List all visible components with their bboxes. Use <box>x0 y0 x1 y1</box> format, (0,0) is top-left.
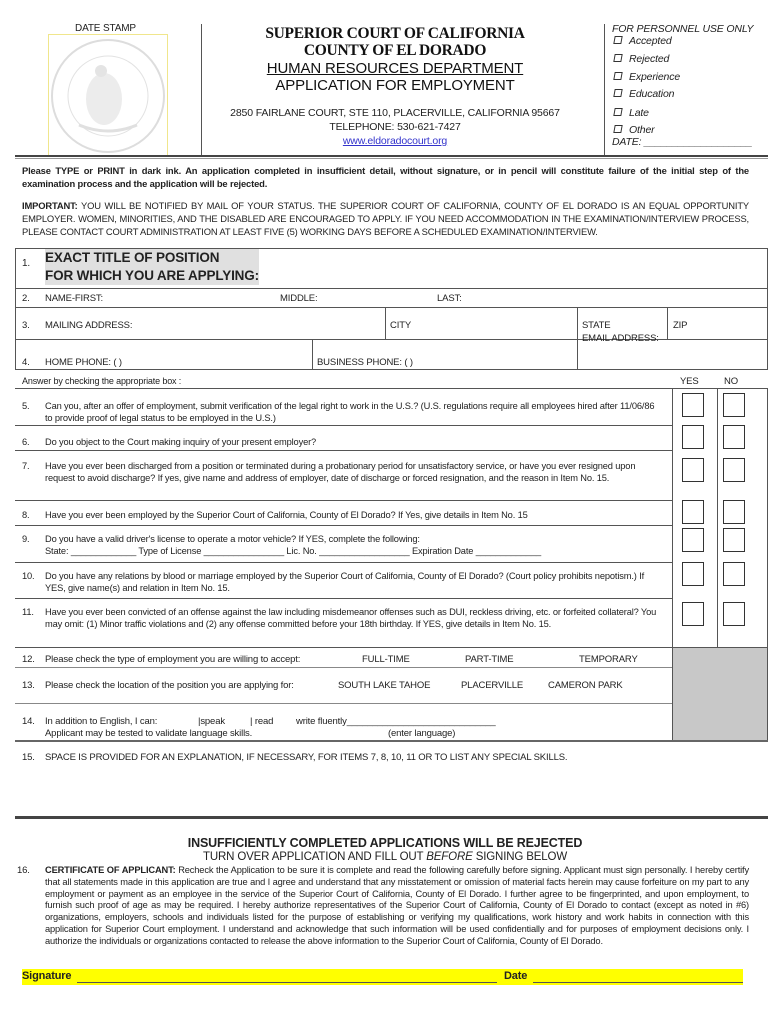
name-middle-field[interactable]: MIDDLE: <box>280 293 318 304</box>
personnel-experience[interactable] <box>614 71 680 83</box>
q8-no-checkbox[interactable] <box>723 500 745 524</box>
question-8 <box>22 509 662 521</box>
question-5 <box>22 400 662 424</box>
option-speak[interactable]: |speak <box>198 716 225 727</box>
signature-label: Signature <box>22 970 72 982</box>
q11-no-checkbox[interactable] <box>723 602 745 626</box>
label: Rejected <box>629 53 670 65</box>
personnel-education[interactable] <box>614 88 674 100</box>
personnel-date[interactable]: DATE: ___________________ <box>612 136 753 148</box>
turn-over-notice <box>0 851 770 863</box>
q16-number: 16. <box>17 865 30 876</box>
type-notice: Please TYPE or PRINT in dark ink. An application completed in insufficient detail, without signature, or in pencil will constitute failure of the initial step of the examination process and the application will be rejected. <box>22 165 749 189</box>
option-south-lake-tahoe[interactable]: SOUTH LAKE TAHOE <box>338 680 431 691</box>
q-text: Do you have a valid driver's license to operate a motor vehicle? If YES, complete the following: <box>45 534 420 544</box>
certificate-body: Recheck the Application to be sure it is complete and read the following carefully before signing. Applicant must sign personally. I hereby certify that all statements made in this application are true and I agree and understand that any misstatement or omission of material facts herein may cause forfeiture on my part to any employment or payment as an employee in the service of the Superior Court of California, County of El Dorado. I further agree to be fingerprinted, and upon employment, to furnish such proof of age as may be required. I hereby authorize representatives of the Superior Court of California, County of El Dorado to contact (except as noted in #6) organizations, employers, schools and individuals listed for the purpose of establishing or verifying my qualifications, work history and work habits in connection with this application for Superior Court employment. I understand and acknowledge that such information will be used confidentially and for purposes of employment decisions only. I authorize the individuals or organizations contacted to release the above information to the Superior Court of California, County of El Dorado. <box>45 865 749 946</box>
department-name: HUMAN RESOURCES DEPARTMENT <box>266 60 524 77</box>
q-text: Do you have any relations by blood or marriage employed by the Superior Court of California, County of El Dorado? (Court policy prohibits nepotism.) If YES, give name(s) and relation in Item No. 15. <box>45 571 645 593</box>
court-seal-icon <box>49 37 167 155</box>
mailing-address-field[interactable]: MAILING ADDRESS: <box>45 320 133 331</box>
q5-no-checkbox[interactable] <box>723 393 745 417</box>
q6-yes-checkbox[interactable] <box>682 425 704 449</box>
form-title: APPLICATION FOR EMPLOYMENT <box>275 77 515 94</box>
signature-field[interactable] <box>22 969 503 985</box>
q-number: 7. <box>22 461 30 471</box>
q-text: Have you ever been employed by the Superior Court of California, County of El Dorado? If Yes, give details in Item No. 15 <box>45 510 528 520</box>
city-field[interactable]: CITY <box>390 320 412 331</box>
q-text: Can you, after an offer of employment, submit verification of the legal right to work in the U.S.? (U.S. regulations require all employees hired after 11/06/86 to provide proof of legal status to be employed in the U.S.) <box>45 401 655 423</box>
address: 2850 FAIRLANE COURT, STE 110, PLACERVILLE, CALIFORNIA 95667 <box>230 107 560 119</box>
date-stamp-label: DATE STAMP <box>75 23 136 34</box>
yes-header: YES <box>680 376 699 387</box>
date-label: Date <box>504 970 528 982</box>
no-header: NO <box>724 376 738 387</box>
personnel-use-title: FOR PERSONNEL USE ONLY <box>612 23 754 35</box>
rejection-warning: INSUFFICIENTLY COMPLETED APPLICATIONS WILL BE REJECTED <box>187 836 583 850</box>
signature-line <box>77 982 497 983</box>
zip-field[interactable]: ZIP <box>673 320 688 331</box>
q7-yes-checkbox[interactable] <box>682 458 704 482</box>
text: SIGNING BELOW <box>472 851 568 863</box>
date-stamp-area <box>48 34 168 156</box>
checkbox-icon <box>613 125 622 133</box>
certificate-label: CERTIFICATE OF APPLICANT: <box>45 865 176 875</box>
q12-number: 12. <box>22 654 35 665</box>
q1-title[interactable] <box>45 249 259 285</box>
q15-number: 15. <box>22 752 35 763</box>
q14-note: Applicant may be tested to validate language skills. <box>45 728 253 739</box>
certificate-text <box>45 865 749 948</box>
q13-number: 13. <box>22 680 35 691</box>
important-text: YOU WILL BE NOTIFIED BY MAIL OF YOUR STATUS. THE SUPERIOR COURT OF CALIFORNIA, COUNTY OF EL DORADO IS AN EQUAL OPPORTUNITY EMPLOYER. WOMEN, MINORITIES, AND THE DISABLED ARE ENCOURAGED TO APPLY. IF YOU NEED ACCOMMODATION IN THE EXAMINATION/INTERVIEW PROCESS, PLEASE CONTACT COURT ADMINISTRATION AT LEAST FIVE (5) WORKING DAYS BEFORE A SCHEDULED EXAMINATION/INTERVIEW. <box>22 200 749 237</box>
name-first-field[interactable]: NAME-FIRST: <box>45 293 103 304</box>
q-number: 8. <box>22 510 30 520</box>
question-11 <box>22 606 662 630</box>
label: Accepted <box>629 35 672 47</box>
question-7 <box>22 460 662 484</box>
option-temporary[interactable]: TEMPORARY <box>579 654 638 665</box>
q10-no-checkbox[interactable] <box>723 562 745 586</box>
county-name: COUNTY OF EL DORADO <box>303 42 487 59</box>
q-text: Do you object to the Court making inquiry of your present employer? <box>45 437 317 447</box>
telephone: TELEPHONE: 530-621-7427 <box>329 121 461 133</box>
q-number: 9. <box>22 534 30 544</box>
q-number: 6. <box>22 437 30 447</box>
q8-yes-checkbox[interactable] <box>682 500 704 524</box>
q11-yes-checkbox[interactable] <box>682 602 704 626</box>
question-10 <box>22 570 662 594</box>
q1-number: 1. <box>22 258 31 269</box>
checkbox-icon <box>613 72 622 80</box>
emphasis: BEFORE <box>426 851 473 863</box>
personnel-late[interactable] <box>614 107 649 119</box>
q-text: Have you ever been discharged from a position or terminated during a probationary period for unsatisfactory service, or have you ever resigned upon request to avoid discharge? If yes, give name and address of employer, date of discharge or forced resignation, and the reason in Item No. 15. <box>45 461 636 483</box>
q3-number: 3. <box>22 320 30 331</box>
question-9 <box>22 533 662 557</box>
label: Late <box>629 107 649 119</box>
q14-text: In addition to English, I can: <box>45 716 158 727</box>
home-phone-field[interactable]: HOME PHONE: ( ) <box>45 357 122 368</box>
label: read <box>254 716 274 727</box>
q1-line2: FOR WHICH YOU ARE APPLYING: <box>45 268 259 283</box>
court-name: SUPERIOR COURT OF CALIFORNIA <box>265 25 525 42</box>
label: Education <box>629 88 675 100</box>
important-notice <box>22 200 749 238</box>
name-last-field[interactable]: LAST: <box>437 293 462 304</box>
important-label: IMPORTANT: <box>22 200 78 211</box>
option-placerville[interactable]: PLACERVILLE <box>461 680 524 691</box>
q2-number: 2. <box>22 293 30 304</box>
website-link[interactable]: www.eldoradocourt.org <box>342 135 448 147</box>
checkbox-icon <box>613 36 622 44</box>
question-6 <box>22 436 662 448</box>
label: speak <box>200 716 225 727</box>
text: TURN OVER APPLICATION AND FILL OUT <box>202 851 427 863</box>
enter-language-hint: (enter language) <box>388 728 456 739</box>
option-read[interactable]: | read <box>250 716 274 727</box>
checkbox-icon <box>613 108 622 116</box>
q5-yes-checkbox[interactable] <box>682 393 704 417</box>
q-number: 5. <box>22 401 30 411</box>
business-phone-field[interactable]: BUSINESS PHONE: ( ) <box>317 357 413 368</box>
q13-text: Please check the location of the position you are applying for: <box>45 680 294 691</box>
label: Experience <box>629 71 681 83</box>
q1-line1: EXACT TITLE OF POSITION <box>45 250 220 265</box>
q15-text: SPACE IS PROVIDED FOR AN EXPLANATION, IF NECESSARY, FOR ITEMS 7, 8, 10, 11 OR TO LIST ANY SPECIAL SKILLS. <box>45 752 568 763</box>
license-details-line[interactable]: State: _____________ Type of License ________________ Lic. No. __________________ Expiration Date _____________ <box>45 546 541 556</box>
date-line <box>533 982 743 983</box>
option-part-time[interactable]: PART-TIME <box>465 654 514 665</box>
language-field[interactable]: write fluently_____________________________ <box>296 716 496 727</box>
q12-text: Please check the type of employment you are willing to accept: <box>45 654 301 665</box>
q-number: 11. <box>22 607 34 617</box>
personnel-other[interactable] <box>614 124 655 136</box>
q4-number: 4. <box>22 357 30 368</box>
q10-yes-checkbox[interactable] <box>682 562 704 586</box>
shaded-office-area <box>673 647 767 740</box>
label: Other <box>629 124 655 136</box>
q7-no-checkbox[interactable] <box>723 458 745 482</box>
answer-instruction: Answer by checking the appropriate box : <box>22 376 182 386</box>
q9-no-checkbox[interactable] <box>723 528 745 552</box>
date-field[interactable] <box>503 969 743 985</box>
checkbox-icon <box>613 89 622 97</box>
q-number: 10. <box>22 571 35 581</box>
checkbox-icon <box>613 54 622 62</box>
state-field[interactable]: STATE <box>582 320 611 331</box>
option-cameron-park[interactable]: CAMERON PARK <box>548 680 623 691</box>
email-field[interactable]: EMAIL ADDRESS: <box>582 333 659 344</box>
q6-no-checkbox[interactable] <box>723 425 745 449</box>
personnel-accepted[interactable] <box>614 35 672 47</box>
q-text: Have you ever been convicted of an offense against the law including misdemeanor offenses such as DUI, reckless driving, etc. or forfeited collateral? You may omit: (1) Minor traffic violations and (2) any offense committed before your 18th birthday. If YES, give details in Item No. 15. <box>45 607 657 629</box>
explanation-area[interactable] <box>22 768 767 814</box>
personnel-rejected[interactable] <box>614 53 669 65</box>
q9-yes-checkbox[interactable] <box>682 528 704 552</box>
option-full-time[interactable]: FULL-TIME <box>362 654 410 665</box>
q14-number: 14. <box>22 716 35 727</box>
